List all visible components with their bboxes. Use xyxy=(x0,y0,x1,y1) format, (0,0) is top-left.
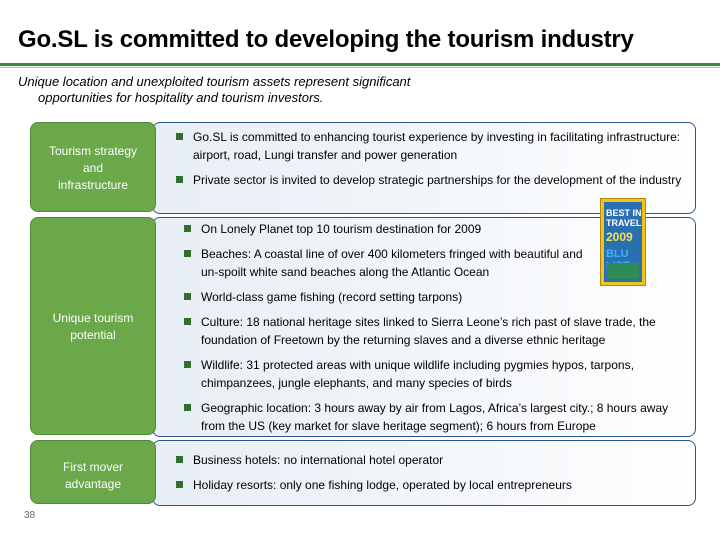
page-number: 38 xyxy=(24,510,36,521)
bullet-item: Wildlife: 31 protected areas with unique wildlife including pygmies hypos, tarpons, chimpanzees, jungle elephants, and many species of birds xyxy=(184,356,674,392)
label-line: Tourism strategy xyxy=(48,144,138,158)
label-line: Unique tourism xyxy=(52,311,134,325)
book-cover xyxy=(604,202,642,282)
label-line: infrastructure xyxy=(57,178,129,192)
label-line: and xyxy=(82,161,104,175)
bullet-square-icon xyxy=(184,404,191,411)
subtitle-line-1: Unique location and unexploited tourism assets represent significant xyxy=(18,74,411,89)
title-rule-light xyxy=(0,67,720,68)
book-title: BEST IN TRAVEL xyxy=(606,208,642,228)
bullet-item: Private sector is invited to develop strategic partnerships for the development of the industry xyxy=(176,171,682,189)
section-label-potential xyxy=(30,217,156,435)
bullet-square-icon xyxy=(176,481,183,488)
bullet-item: World-class game fishing (record setting tarpons) xyxy=(184,288,674,306)
section-label-strategy xyxy=(30,122,156,212)
bullets-first-mover xyxy=(176,451,682,501)
bullet-item: Holiday resorts: only one fishing lodge, operated by local entrepreneurs xyxy=(176,476,682,494)
book-year: 2009 xyxy=(606,230,633,244)
label-line: First mover xyxy=(63,460,123,474)
bullet-item: On Lonely Planet top 10 tourism destination for 2009 xyxy=(184,220,674,238)
title-rule xyxy=(0,63,720,66)
bullet-square-icon xyxy=(184,250,191,257)
lonely-planet-book-image xyxy=(600,198,646,286)
label-line: advantage xyxy=(64,477,122,491)
bullet-square-icon xyxy=(176,456,183,463)
bullet-square-icon xyxy=(176,133,183,140)
book-photo xyxy=(607,263,639,279)
book-subtitle: BLU xyxy=(606,248,629,260)
subtitle xyxy=(18,74,578,106)
bullet-square-icon xyxy=(184,361,191,368)
bullet-square-icon xyxy=(184,225,191,232)
section-label-first-mover xyxy=(30,440,156,504)
bullet-square-icon xyxy=(176,176,183,183)
label-line: potential xyxy=(70,328,116,342)
bullet-item: Go.SL is committed to enhancing tourist experience by investing in facilitating infrastructure: airport, road, Lungi transfer and power generation xyxy=(176,128,682,164)
bullet-square-icon xyxy=(184,293,191,300)
bullets-strategy xyxy=(176,128,682,196)
bullet-item: Geographic location: 3 hours away by air from Lagos, Africa’s largest city.; 8 hours away from the US (key market for slave heritage segment); 6 hours from Europe xyxy=(184,399,674,435)
bullet-item: Business hotels: no international hotel operator xyxy=(176,451,682,469)
bullet-item: Beaches: A coastal line of over 400 kilometers fringed with beautiful and un-spoilt white sand beaches along the Atlantic Ocean xyxy=(184,245,594,281)
bullet-square-icon xyxy=(184,318,191,325)
bullet-item: Culture: 18 national heritage sites linked to Sierra Leone’s rich past of slave trade, the foundation of Freetown by the returning slaves and a diverse ethnic heritage xyxy=(184,313,674,349)
page-title: Go.SL is committed to developing the tourism industry xyxy=(18,26,634,53)
subtitle-line-2: opportunities for hospitality and tourism investors. xyxy=(38,90,324,105)
